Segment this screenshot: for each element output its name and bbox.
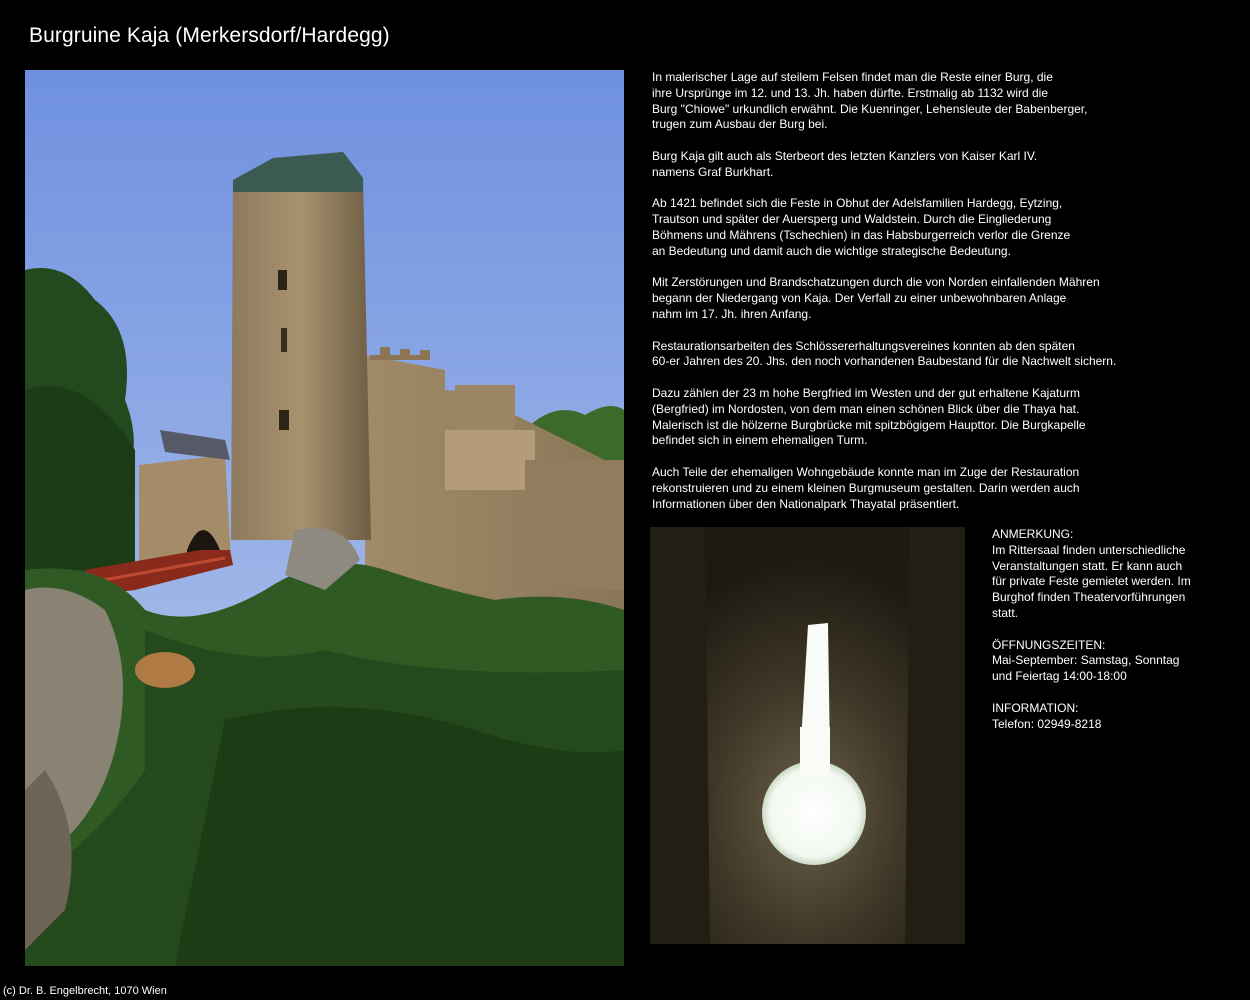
paragraph-history: In malerischer Lage auf steilem Felsen findet man die Reste einer Burg, die ihre Ursprünge im 12. und 13. Jh. haben dürfte. Erstmalig ab 1132 wird die Burg "Chiowe" urkundlich erwähnt. Die Kuenringer, Lehensleute der Babenberger, trugen zum Ausbau der Burg bei. [652,70,1088,132]
paragraph-museum: Auch Teile der ehemaligen Wohngebäude konnte man im Zuge der Restauration rekonstruieren und zu einem kleinen Burgmuseum gestalten. Darin werden auch Informationen über den Nationalpark Thayatal präsentiert. [652,464,1080,511]
side-info [992,527,1202,748]
paragraph-restoration: Restaurationsarbeiten des Schlössererhaltungsvereines konnten ab den späten 60-er Jahren des 20. Jhs. den noch vorhandenen Baubestand für die Nachwelt sichern. [652,338,1117,369]
copyright-footer: (c) Dr. B. Engelbrecht, 1070 Wien [3,985,167,997]
information-block: INFORMATION: Telefon: 02949-8218 [992,700,1102,731]
page-title: Burgruine Kaja (Merkersdorf/Hardegg) [29,24,390,47]
window-photo [650,527,965,944]
note-block: ANMERKUNG: Im Rittersaal finden unterschiedliche Veranstaltungen statt. Er kann auch für private Feste gemietet werden. Im Burghof finden Theatervorführungen statt. [992,527,1191,620]
paragraph-decline: Mit Zerstörungen und Brandschatzungen durch die von Norden einfallenden Mähren begann der Niedergang von Kaja. Der Verfall zu einer unbewohnbaren Anlage nahm im 17. Jh. ihren Anfang. [652,275,1100,321]
paragraph-owners: Ab 1421 befindet sich die Feste in Obhut der Adelsfamilien Hardegg, Eytzing, Trautson und später der Auersperg und Waldstein. Durch die Eingliederung Böhmens und Mährens (Tschechien) in das Habsburgerreich verlor die Grenze an Bedeutung und damit auch die wichtige strategische Bedeutung. [652,196,1071,258]
paragraph-burkhart: Burg Kaja gilt auch als Sterbeort des letzten Kanzlers von Kaiser Karl IV. namens Graf Burkhart. [652,148,1038,179]
castle-photo [25,70,624,966]
opening-hours-block: ÖFFNUNGSZEITEN: Mai-September: Samstag, Sonntag und Feiertag 14:00-18:00 [992,637,1180,684]
main-description [652,70,1132,528]
paragraph-features: Dazu zählen der 23 m hohe Bergfried im Westen und der gut erhaltene Kajaturm (Bergfried) im Nordosten, von dem man einen schönen Blick über die Thaya hat. Malerisch ist die hölzerne Burgbrücke mit spitzbögigem Haupttor. Die Burgkapelle befindet sich in einem ehemaligen Turm. [652,385,1086,448]
